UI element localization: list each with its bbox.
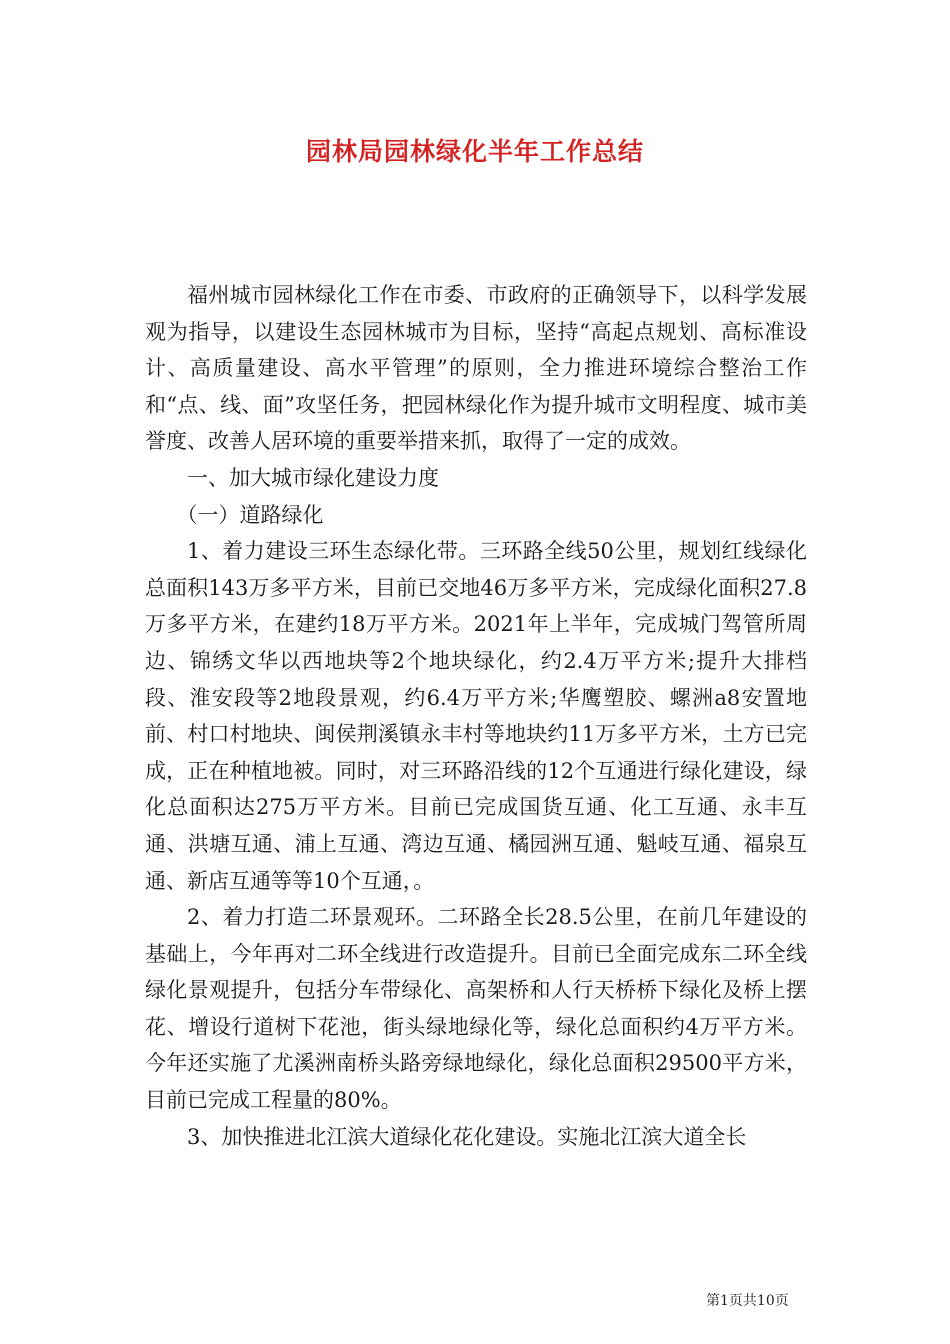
document-body: [145, 277, 807, 1155]
paragraph-item-3: 3、加快推进北江滨大道绿化花化建设。实施北江滨大道全长: [187, 1124, 747, 1149]
section-heading: 一、加大城市绿化建设力度: [187, 465, 439, 490]
paragraph-item-1: 1、着力建设三环生态绿化带。三环路全线50公里，规划红线绿化总面积143万多平方米，目前已交地46万多平方米，完成绿化面积27.8万多平方米，在建约18万平方米。2021年上半年，完成城门驾管所周边、锦绣文华以西地块等2个地块绿化，约2.4万平方米;提升大排档段、淮安段等2地段景观，约6.4万平方米;华鹰塑胶、螺洲a8安置地前、村口村地块、闽侯荆溪镇永丰村等地块约11万多平方米，土方已完成，正在种植地被。同时，对三环路沿线的12个互通进行绿化建设，绿化总面积达275万平方米。目前已完成国货互通、化工互通、永丰互通、洪塘互通、浦上互通、湾边互通、橘园洲互通、魁岐互通、福泉互通、新店互通等等10个互通，。: [145, 539, 807, 893]
intro-paragraph: 福州城市园林绿化工作在市委、市政府的正确领导下，以科学发展观为指导，以建设生态园林城市为目标，坚持“高起点规划、高标准设计、高质量建设、高水平管理”的原则，全力推进环境综合整治工作和“点、线、面”攻坚任务，把园林绿化作为提升城市文明程度、城市美誉度、改善人居环境的重要举措来抓，取得了一定的成效。: [145, 283, 807, 454]
subsection-heading: （一）道路绿化: [176, 502, 324, 527]
page-number: 第1页共10页: [706, 1293, 789, 1309]
paragraph-item-2: 2、着力打造二环景观环。二环路全长28.5公里，在前几年建设的基础上，今年再对二环全线进行改造提升。目前已全面完成东二环全线绿化景观提升，包括分车带绿化、高架桥和人行天桥桥下绿化及桥上摆花、增设行道树下花池，街头绿地绿化等，绿化总面积约4万平方米。今年还实施了尤溪洲南桥头路旁绿地绿化，绿化总面积29500平方米，目前已完成工程量的80%。: [145, 905, 807, 1113]
page-title: 园林局园林绿化半年工作总结: [305, 137, 644, 166]
